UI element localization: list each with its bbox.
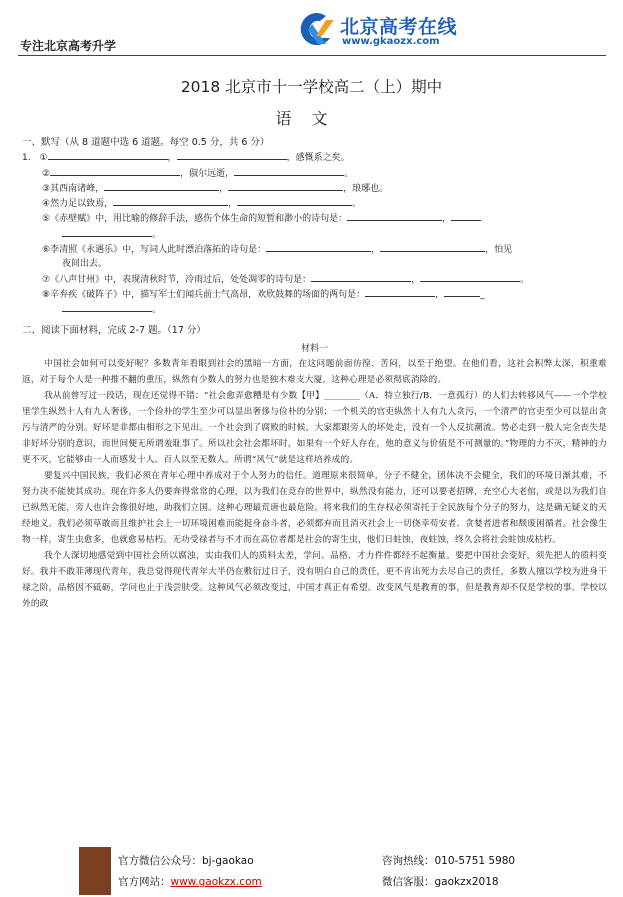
question-1-item-6: [22, 242, 607, 257]
header-tagline: 专注北京高考升学: [20, 39, 117, 53]
logo-title: 北京高考在线: [340, 16, 458, 38]
item-text: 。: [520, 274, 530, 285]
question-1-item-1: 1. ① ， ，感慨系之矣。: [22, 150, 607, 165]
item-text: 。: [152, 305, 162, 316]
paragraph: 中国社会如何可以变好呢？多数青年看眼到社会的黑暗一方面，在这问题前面彷徨、苦闷，以至于绝望。在他们看，这社会积弊太深，积重难返，对于每个人是一种推不翻的重压，纵然有少数人的努力也是独木难支大厦，这种心理是必须彻底消除的。: [22, 359, 607, 386]
item-text: ，琅琊也。: [343, 183, 389, 194]
material-title: 材料一: [300, 343, 328, 354]
item-text: ，: [371, 245, 381, 256]
section2-heading: 二、阅读下面材料，完成 2-7 题。（17 分）: [22, 324, 206, 336]
footer-accent: [79, 847, 111, 895]
item-text: 。: [352, 199, 362, 210]
answer-blank[interactable]: [62, 302, 152, 312]
answer-blank[interactable]: [237, 196, 352, 206]
logo-icon: [296, 10, 336, 50]
item-text: ⑦《八声甘州》中，表现清秋时节，冷雨过后，处处凋零的诗句是：: [42, 274, 312, 285]
footer-service: 微信客服：gaokzx2018: [382, 876, 499, 888]
footer-site-label: 官方网站：: [118, 876, 171, 888]
question-1-item-7: [22, 272, 607, 287]
answer-blank[interactable]: [177, 150, 287, 160]
item-text: ⑤《赤壁赋》中，用比喻的修辞手法，感伤个体生命的短暂和渺小的诗句是：: [42, 214, 348, 225]
paragraph: 我从前曾写过一段话，现在还觉得不错：“社会愈弄愈糟是有少数【甲】________（A．特立独行/B．一意孤行）的人们去转移风气——一个学校里学生纵然十人有九人奢侈，一个俭朴的学生至少可以显出奢侈与俭朴的分别；一个机关的官吏纵然十人有九人贪污，一个清严的官吏至少可以显出贪污与清严的分别。好坏是非都由相形之下见出。一个社会到了腐败的时候，大家都跟旁人的坏处走，没有一个人反抗潮流。势必走到一般人完全丧失是非好坏分别的意识，而世间便无所谓羞耻事了。所以社会社会都坏时，如果有一个好人存在，他的意义与价值是不可测量的。”物理的力不灭，精神的力更不灭，它能够由一人而感发十人、百人以至无数人。所谓“风气”就是这样培养成的。: [22, 391, 607, 466]
answer-blank[interactable]: [62, 227, 152, 237]
answer-blank[interactable]: [104, 181, 219, 191]
footer-hotline: 咨询热线：010-5751 5980: [382, 855, 516, 867]
item-text: ⑥李清照《永遇乐》中，写词人此时漂泊落拓的诗句是：: [42, 245, 267, 256]
answer-blank[interactable]: [365, 287, 435, 297]
item-text: ，: [219, 183, 229, 194]
answer-blank[interactable]: [266, 242, 371, 252]
question-1-item-8: [22, 287, 607, 302]
item-text: ，: [411, 274, 421, 285]
document-body: [22, 136, 607, 612]
item-text: 。: [344, 168, 354, 179]
item-number: ①: [39, 153, 48, 164]
answer-blank[interactable]: [380, 242, 485, 252]
question-1-item-4: [22, 196, 607, 211]
question-1-item-8-cont: [22, 302, 607, 317]
item-text: ③其西南诸峰，: [42, 183, 105, 194]
header-divider: [18, 55, 606, 56]
answer-blank[interactable]: [50, 166, 180, 176]
question-1-item-6-cont: 夜间出去。: [62, 259, 108, 270]
answer-blank[interactable]: [234, 166, 344, 176]
item-text: ，怕见: [485, 245, 513, 256]
item-number: ②: [42, 168, 51, 179]
answer-blank[interactable]: [347, 211, 442, 221]
item-text: ，: [435, 289, 445, 300]
question-1-item-2: [22, 166, 607, 181]
item-text: _: [480, 289, 485, 300]
section1-heading: 一、默写（从 8 道题中选 6 道题。每空 0.5 分，共 6 分）: [22, 137, 270, 148]
item-text: ④然力足以致焉，: [42, 199, 114, 210]
exam-title: 2018 北京市十一学校高二（上）期中: [180, 78, 443, 96]
paragraph: 我个人深切地感觉到中国社会所以腐浊，实由我们人的质料太差，学问、品格、才力件件都经不起衡量。要把中国社会变好，须先把人的质料变好。我并不敢菲薄现代青年，我总觉得现代青年大半仍在敷衍过日子，没有明白自己的责任，更不肯出死力去尽自己的责任，多数人擅以学校为进身干禄之阶，品格因不砥砺，学问也止于浅尝肤受。这种风气必须改变过，中国才真正有希望。改变风气是教育的事，但是教育却不仅是学校的事。学校以外的政: [22, 551, 607, 610]
logo-url: www.gkaozx.com: [342, 36, 440, 47]
answer-blank[interactable]: [228, 181, 343, 191]
answer-blank[interactable]: [420, 272, 520, 282]
item-text: ，感慨系之矣。: [286, 153, 350, 164]
answer-blank[interactable]: [451, 211, 481, 221]
site-logo[interactable]: [296, 10, 496, 52]
question-number: 1.: [22, 153, 31, 164]
subject-title: 语文: [275, 109, 348, 128]
answer-blank[interactable]: [48, 150, 168, 160]
answer-blank[interactable]: [113, 196, 228, 206]
question-1-item-5: [22, 211, 607, 226]
answer-blank[interactable]: [311, 272, 411, 282]
item-text: ⑧辛弃疾《破阵子》中，描写军士们闻兵前士气高昂，欢欣鼓舞的场面的两句是：: [42, 289, 366, 300]
answer-blank[interactable]: [444, 287, 480, 297]
footer-wechat: 官方微信公众号：bj-gaokao: [118, 855, 254, 867]
footer-site-link[interactable]: www.gaokzx.com: [170, 876, 262, 888]
footer-website: [118, 874, 262, 889]
item-text: ，: [442, 214, 452, 225]
paragraph: 要复兴中国民族，我们必须在青年心理中养成对于个人努力的信任。道理原来很简单，分子不健全，团体决不会健全，我们的环境日渐其难，不努力决不能使其成功。现在许多人仍要奔得常常的心理，以为我们在竞存的世界中，纵然没有能力，还可以要老招牌，充空心大老倌，或是以为我们自已纵然无能，旁人也许会像很好地，助我们立国。这种心理最荒唐也最危险。将来我们的生存权必须寄托于全民族每个分子的努力，这是确无疑义的天经地义。我们必须草敢而且维护社会上一切环境困难而能挺身奋斗者，必须都弃而且消灭社会上一切侥幸苟安者、贪婪者进者和颓废困循者。社会像生物一样，寄生虫愈多，也就愈易枯朽。无功受禄者与不才而在高位者都是社会的寄生虫，他们日蛀蚀，夜蛀蚀，终久会将社会蛀蚀成枯朽。: [22, 471, 607, 546]
item-text: ，俶尔远逝，: [180, 168, 235, 179]
question-1-item-3: [22, 181, 607, 196]
item-text: ，: [228, 199, 238, 210]
question-1-item-5-cont: 。: [22, 227, 607, 242]
